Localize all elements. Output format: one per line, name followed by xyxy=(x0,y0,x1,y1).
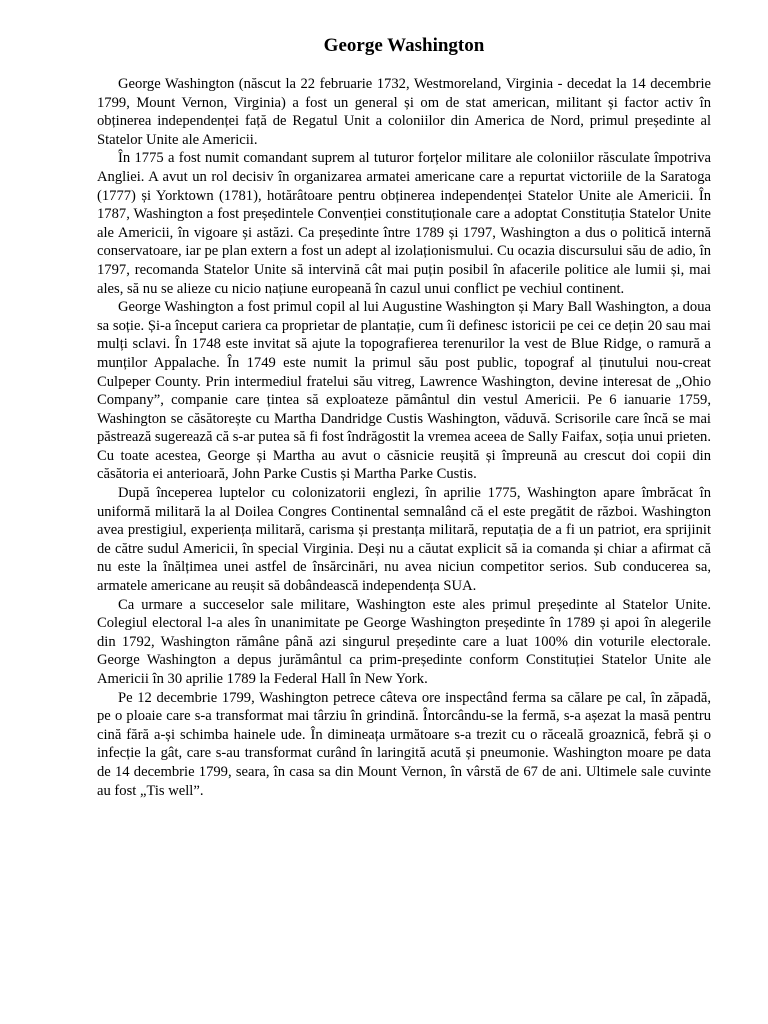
paragraph-military-political-career: În 1775 a fost numit comandant suprem al tuturor forțelor militare ale coloniilor răsculate împotriva Angliei. A avut un rol decisiv în organizarea armatei americane care a repurtat victoriile de la Saratoga (1777) și Yorktown (1781), hotărâtoare pentru obținerea independenței Statelor Unite ale Americii. În 1787, Washington a fost președintele Convenției constituționale care a adoptat Constituția Statelor Unite ale Americii, în vigoare și astăzi. Ca președinte între 1789 și 1797, Washington a dus o politică internă conservatoare, iar pe plan extern a fost un adept al izolaționismului. Cu ocazia discursului său de adio, în 1797, recomanda Statelor Unite să intervină cât mai puțin posibil în afacerile politice ale lumii și, mai ales, să nu se alieze cu nicio națiune europeană în cazul unui conflict pe vechiul continent. xyxy=(97,150,711,297)
paragraph-death: Pe 12 decembrie 1799, Washington petrece câteva ore inspectând ferma sa călare pe cal, în zăpadă, pe o ploaie care s-a transformat mai târziu în grindină. Întorcându-se la fermă, s-a așezat la masă pentru cină fără a-și schimba hainele ude. În dimineața următoare s-a trezit cu o răceală groaznică, febră și o infecție la gât, care s-au transformat curând în laringită acută și pneumonie. Washington moare pe data de 14 decembrie 1799, seara, în casa sa din Mount Vernon, în vârstă de 67 de ani. Ultimele sale cuvinte au fost „Tis well”. xyxy=(97,689,711,799)
paragraph-presidency: Ca urmare a succeselor sale militare, Washington este ales primul președinte al Statelor Unite. Colegiul electoral l-a ales în unanimitate pe George Washington președinte în 1789 și apoi în alegerile din 1792, Washington rămâne până azi singurul președinte care a luat 100% din voturile electorale. George Washington a depus jurământul ca prim-președinte conform Constituției Statelor Unite ale Americii în 30 aprilie 1789 la Federal Hall în New York. xyxy=(97,596,711,687)
paragraph-early-life: George Washington a fost primul copil al lui Augustine Washington și Mary Ball Washington, a doua sa soție. Și-a început cariera ca proprietar de plantație, cum îi definesc istoricii pe cei ce dețin 20 sau mai mulți sclavi. În 1748 este invitat să ajute la topografierea terenurilor la vest de Blue Ridge, o ramură a munților Appalache. În 1749 este numit la primul său post public, topograf al ținutului nou-creat Culpeper County. Prin intermediul fratelui său vitreg, Lawrence Washington, devine interesat de „Ohio Company”, companie care țintea să exploateze pământul din vestul Americii. Pe 6 ianuarie 1759, Washington se căsătorește cu Martha Dandridge Custis Washington, văduvă. Scrisorile care încă se mai păstrează sugerează că s-ar putea să fi fost îndrăgostit la vremea aceea de Sally Faifax, soția unui prieten. Cu toate acestea, George și Martha au avut o căsnicie reușită și împreună au crescut doi copii din căsătoria ei anterioară, John Parke Custis și Martha Parke Custis. xyxy=(97,299,711,483)
paragraph-birth-death: George Washington (născut la 22 februarie 1732, Westmoreland, Virginia - decedat la 14 decembrie 1799, Mount Vernon, Virginia) a fost un general și om de stat american, militant și factor activ în obținerea independenței față de Regatul Unit a coloniilor din America de Nord, primul președinte al Statelor Unite ale Americii. xyxy=(97,76,711,148)
document-page xyxy=(97,30,711,800)
paragraph-revolutionary-war: După începerea luptelor cu colonizatorii englezi, în aprilie 1775, Washington apare îmbrăcat în uniformă militară la al Doilea Congres Continental semnalând că el este pregătit de război. Washington avea prestigiul, experiența militară, carisma și prestanța militară, reputația de a fi un patriot, era sprijinit de către sudul Americii, în special Virginia. Deși nu a căutat explicit să ia comanda și chiar a afirmat că nu este la înălțimea unei astfel de însărcinări, nu avea niciun competitor serios. Sub conducerea sa, armatele americane au reușit să dobândească independența SUA. xyxy=(97,485,711,595)
document-title: George Washington xyxy=(323,35,485,56)
